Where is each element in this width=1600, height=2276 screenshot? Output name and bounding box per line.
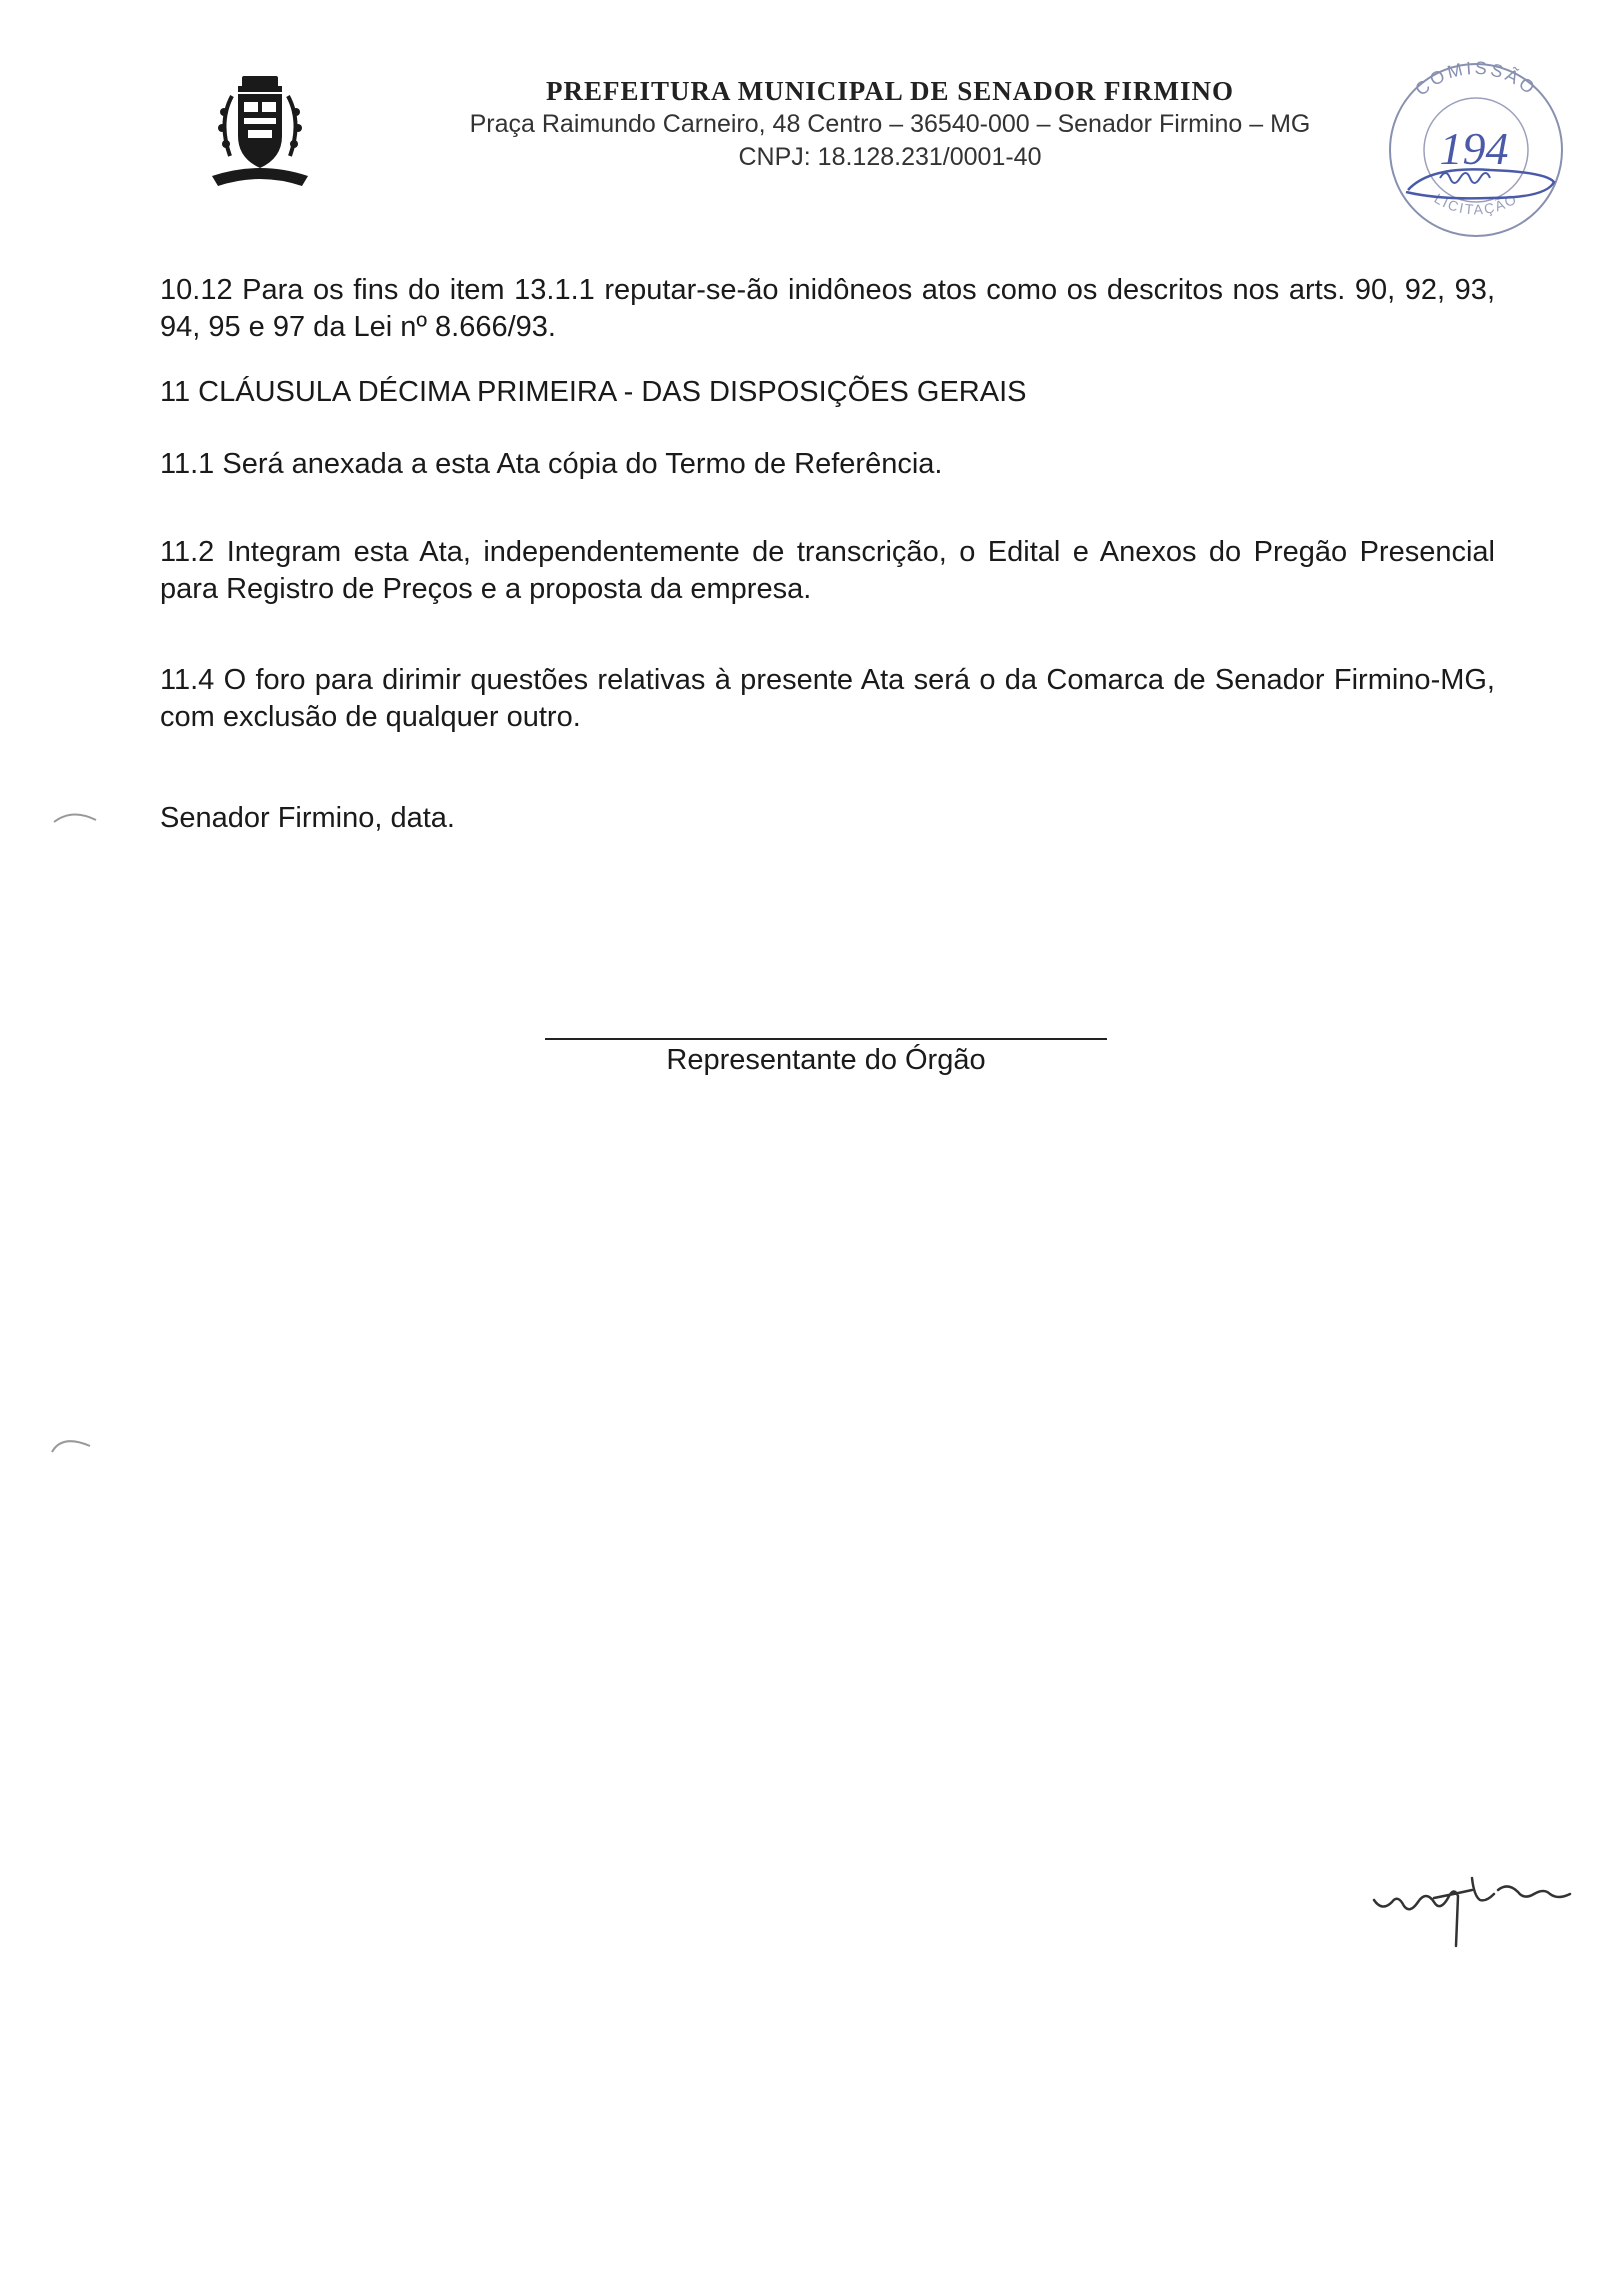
organization-address: Praça Raimundo Carneiro, 48 Centro – 36540-000 – Senador Firmino – MG [469, 110, 1311, 138]
signature-line [545, 1038, 1107, 1040]
place-and-date: Senador Firmino, data. [160, 802, 455, 834]
clause-11-heading: 11 CLÁUSULA DÉCIMA PRIMEIRA - DAS DISPOSIÇÕES GERAIS [160, 376, 1027, 408]
stamp-label-top: COMISSÃO [1411, 58, 1541, 100]
margin-mark-icon [48, 1430, 96, 1454]
paragraph-11-1: 11.1 Será anexada a esta Ata cópia do Termo de Referência. [160, 448, 943, 480]
letterhead [400, 74, 1380, 174]
coat-of-arms-icon [208, 72, 312, 196]
paragraph-10-12: 10.12 Para os fins do item 13.1.1 reputar-se-ão inidôneos atos como os descritos nos arts. 90, 92, 93, 94, 95 e 97 da Lei nº 8.666/93. [160, 274, 1495, 343]
margin-mark-icon [52, 806, 100, 826]
organization-name: PREFEITURA MUNICIPAL DE SENADOR FIRMINO [545, 76, 1235, 106]
signature-label: Representante do Órgão [666, 1044, 986, 1076]
paragraph-11-4: 11.4 O foro para dirimir questões relativas à presente Ata será o da Comarca de Senador Firmino-MG, com exclusão de qualquer outro. [160, 664, 1495, 733]
stamp-label-bottom: LICITAÇÃO [1431, 190, 1521, 218]
stamp-signature-loops [1440, 173, 1490, 183]
organization-cnpj: CNPJ: 18.128.231/0001-40 [738, 143, 1042, 171]
commission-stamp [1370, 58, 1582, 240]
handwritten-initials [1368, 1860, 1578, 1950]
stamp-page-number: 194 [1439, 123, 1509, 174]
paragraph-11-2: 11.2 Integram esta Ata, independentemente de transcrição, o Edital e Anexos do Pregão Presencial para Registro de Preços e a proposta da empresa. [160, 536, 1495, 605]
